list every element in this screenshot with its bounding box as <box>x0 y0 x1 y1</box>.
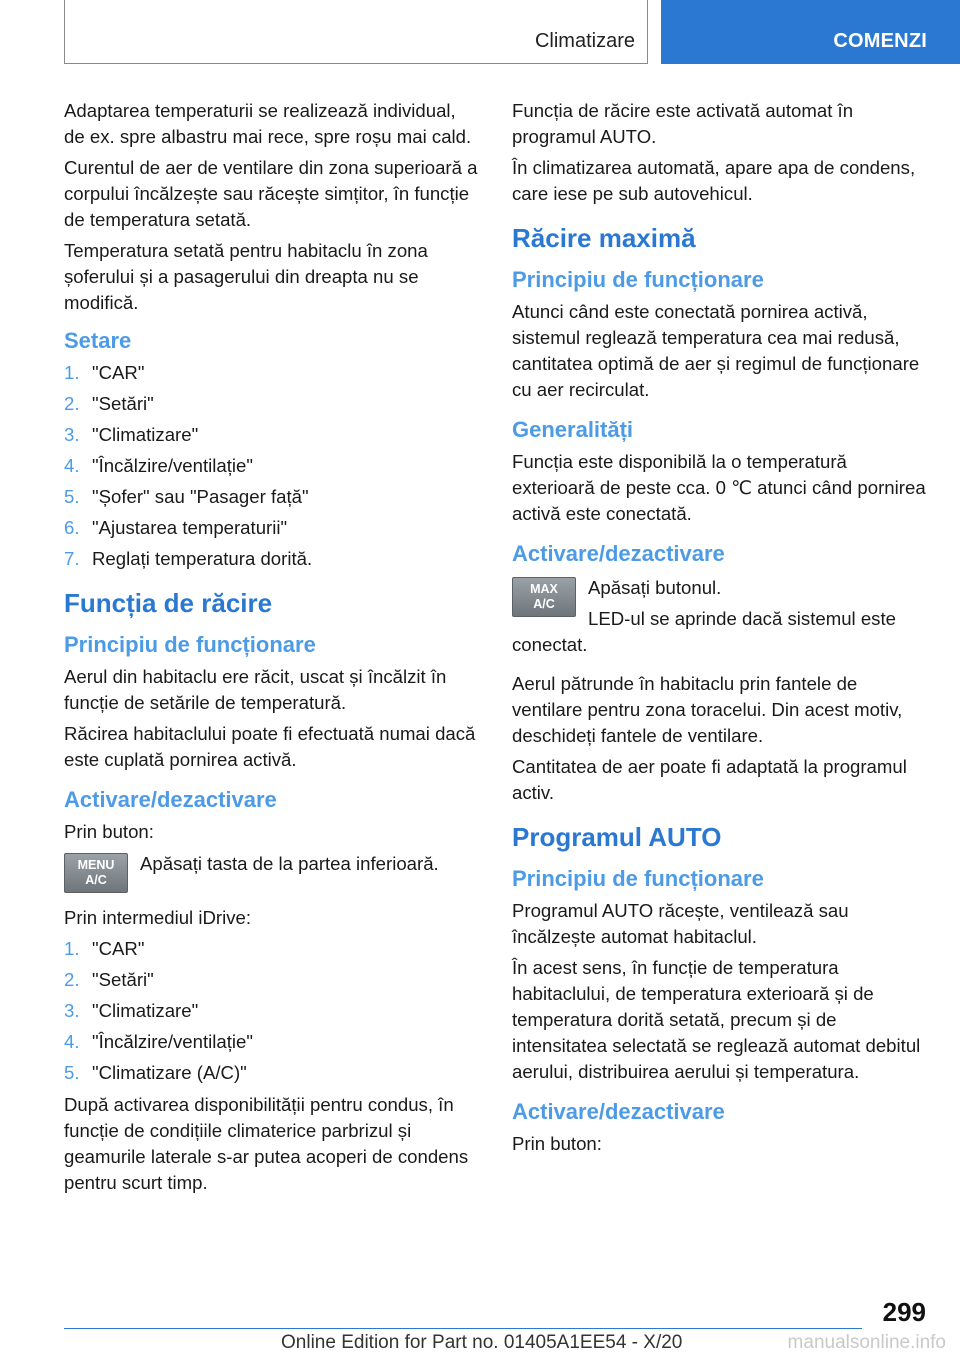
paragraph: Temperatura setată pentru habitaclu în zona șoferului și a pasagerului din dreapta nu se modifică. <box>64 240 428 313</box>
heading-setare: Setare <box>64 328 132 353</box>
heading-principiu: Principiu de funcționare <box>512 267 764 292</box>
paragraph: Prin buton: <box>512 1133 602 1154</box>
header-section-box <box>64 0 648 64</box>
paragraph: Prin buton: <box>64 821 154 842</box>
paragraph: Funcția de răcire este activată automat în programul AUTO. <box>512 100 854 147</box>
paragraph: Atunci când este conectată pornirea activă, sistemul reglează temperatura cea mai redusă, cantitatea optimă de aer și regimul de funcționare cu aer recirculat. <box>512 301 920 400</box>
right-column <box>512 98 928 1162</box>
paragraph: În acest sens, în funcție de temperatura habitaclului, de temperatura exterioară și de temperatura dorită setată, precum și de intensitatea selectată se reglează automat debitul aerului, distribuirea aerului și temperatura. <box>512 957 921 1082</box>
paragraph: Apăsați tasta de la partea inferioară. <box>140 853 439 874</box>
paragraph: Răcirea habitaclului poate fi efectuată numai dacă este cuplată pornirea activă. <box>64 723 476 770</box>
list-item: 1. "CAR" <box>64 938 145 959</box>
list-item: 3. "Climatizare" <box>64 1000 199 1021</box>
paragraph: Programul AUTO răcește, ventilează sau încălzește automat habitaclul. <box>512 900 849 947</box>
paragraph: Prin intermediul iDrive: <box>64 907 252 928</box>
paragraph: Apăsați butonul. <box>588 577 722 598</box>
menu-ac-button-icon: MENU A/C <box>64 853 128 893</box>
paragraph: După activarea disponibilității pentru condus, în funcție de condițiile climaterice parbrizul și geamurile laterale s-ar putea acoperi de condens pentru scurt timp. <box>64 1094 469 1193</box>
heading-activare: Activare/dezactivare <box>64 787 277 812</box>
chapter-tab <box>661 0 960 64</box>
paragraph: Funcția este disponibilă la o temperatură exterioară de peste cca. 0 ℃ atunci când pornirea activă este conectată. <box>512 451 926 524</box>
watermark: manualsonline.info <box>787 1332 946 1353</box>
list-item: 5. "Climatizare (A/C)" <box>64 1062 247 1083</box>
heading-programul-auto: Programul AUTO <box>512 822 722 852</box>
left-column <box>64 98 480 1201</box>
paragraph: Aerul pătrunde în habitaclu prin fantele de ventilare pentru zona toracelui. Din acest motiv, deschideți fantele de ventilare. <box>512 673 903 746</box>
heading-generalitati: Generalități <box>512 417 634 442</box>
setare-steps-list <box>64 360 480 572</box>
menu-ac-button-row <box>64 851 480 897</box>
heading-functia-de-racire: Funcția de răcire <box>64 588 273 618</box>
heading-principiu: Principiu de funcționare <box>64 632 316 657</box>
max-ac-button-icon: MAX A/C <box>512 577 576 617</box>
list-item: 2. "Setări" <box>64 969 154 990</box>
list-item: 2. "Setări" <box>64 393 154 414</box>
idrive-steps-list <box>64 936 480 1086</box>
paragraph: Cantitatea de aer poate fi adaptată la programul activ. <box>512 756 907 803</box>
list-item: 4. "Încălzire/ventilație" <box>64 455 253 476</box>
heading-principiu: Principiu de funcționare <box>512 866 764 891</box>
paragraph: Adaptarea temperaturii se realizează individual, de ex. spre albastru mai rece, spre roșu mai cald. <box>64 100 472 147</box>
list-item: 6. "Ajustarea temperaturii" <box>64 517 288 538</box>
list-item: 4. "Încălzire/ventilație" <box>64 1031 253 1052</box>
chapter-tab-label: COMENZI <box>833 30 927 52</box>
page-number: 299 <box>882 1297 926 1327</box>
heading-racire-maxima: Răcire maximă <box>512 223 696 253</box>
list-item: 1. "CAR" <box>64 362 145 383</box>
footer-divider <box>64 1328 862 1329</box>
list-item: 7. Reglați temperatura dorită. <box>64 548 313 569</box>
max-ac-button-row <box>512 575 928 663</box>
paragraph: LED-ul se aprinde dacă sistemul este conectat. <box>512 608 896 655</box>
list-item: 5. "Șofer" sau "Pasager față" <box>64 486 309 507</box>
paragraph: Curentul de aer de ventilare din zona superioară a corpului încălzește sau răcește simțitor, în funcție de temperatura setată. <box>64 157 478 230</box>
section-title: Climatizare <box>534 30 635 52</box>
heading-activare: Activare/dezactivare <box>512 1099 725 1124</box>
paragraph: Aerul din habitaclu ere răcit, uscat și încălzit în funcție de setările de temperatură. <box>64 666 447 713</box>
list-item: 3. "Climatizare" <box>64 424 199 445</box>
paragraph: În climatizarea automată, apare apa de condens, care iese pe sub autovehicul. <box>512 157 916 204</box>
footer-edition: Online Edition for Part no. 01405A1EE54 - X/20 <box>281 1332 683 1353</box>
heading-activare: Activare/dezactivare <box>512 541 725 566</box>
